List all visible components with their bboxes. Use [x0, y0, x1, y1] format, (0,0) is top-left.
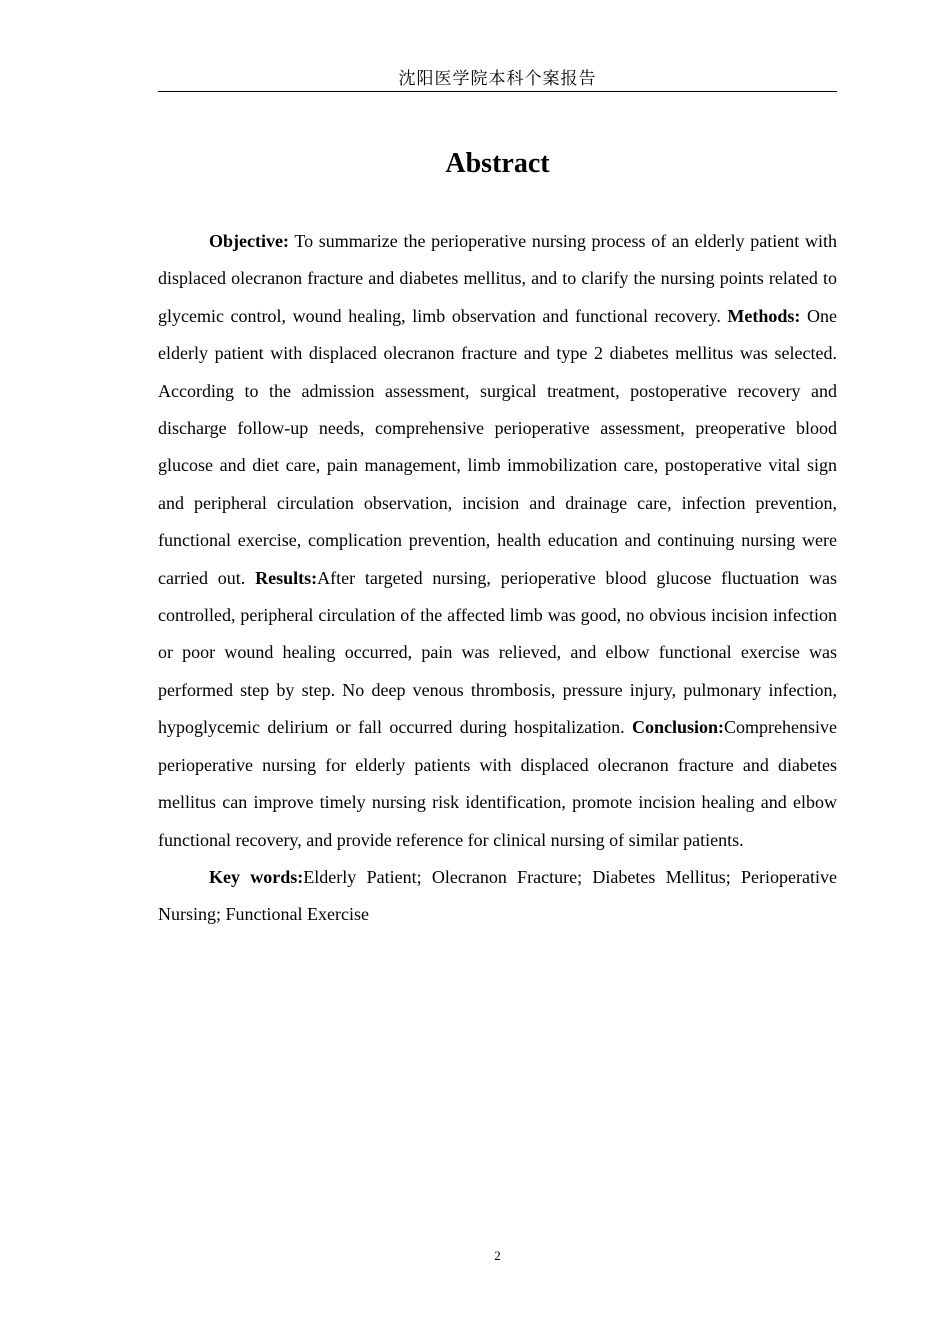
objective-text: To summarize the perioperative nursing process of an elderly patient with displaced olecranon fracture and diabetes mellitus, and to clarify the nursing points related to glycemic control, wound healing, limb observation and functional recovery. [158, 231, 837, 326]
methods-label: Methods: [727, 305, 801, 326]
keywords-paragraph [158, 859, 837, 934]
conclusion-label: Conclusion: [631, 717, 725, 738]
results-text: After targeted nursing, perioperative blood glucose fluctuation was controlled, peripheral circulation of the affected limb was good, no obvious incision infection or poor wound healing occurred, pain was relieved, and elbow functional exercise was performed step by step. No deep venous thrombosis, pressure injury, pulmonary infection, hypoglycemic delirium or fall occurred during hospitalization. [158, 567, 837, 738]
abstract-paragraph [158, 223, 837, 859]
methods-text: One elderly patient with displaced olecranon fracture and type 2 diabetes mellitus was selected. According to the admission assessment, surgical treatment, postoperative recovery and discharge follow-up needs, comprehensive perioperative assessment, preoperative blood glucose and diet care, pain management, limb immobilization care, postoperative vital sign and peripheral circulation observation, incision and drainage care, infection prevention, functional exercise, complication prevention, health education and continuing nursing were carried out. [158, 305, 837, 588]
abstract-body [158, 223, 837, 934]
abstract-title: Abstract [445, 148, 550, 179]
conclusion-text: Comprehensive perioperative nursing for elderly patients with displaced olecranon fracture and diabetes mellitus can improve timely nursing risk identification, promote incision healing and elbow functional recovery, and provide reference for clinical nursing of similar patients. [158, 717, 837, 850]
keywords-text: Elderly Patient; Olecranon Fracture; Diabetes Mellitus; Perioperative Nursing; Functional Exercise [158, 866, 837, 925]
header-rule [158, 91, 837, 92]
objective-label: Objective: [209, 231, 289, 251]
results-label: Results: [255, 567, 318, 588]
page-number: 2 [494, 1248, 501, 1263]
running-header: 沈阳医学院本科个案报告 [398, 69, 597, 89]
keywords-label: Key words: [209, 866, 304, 887]
